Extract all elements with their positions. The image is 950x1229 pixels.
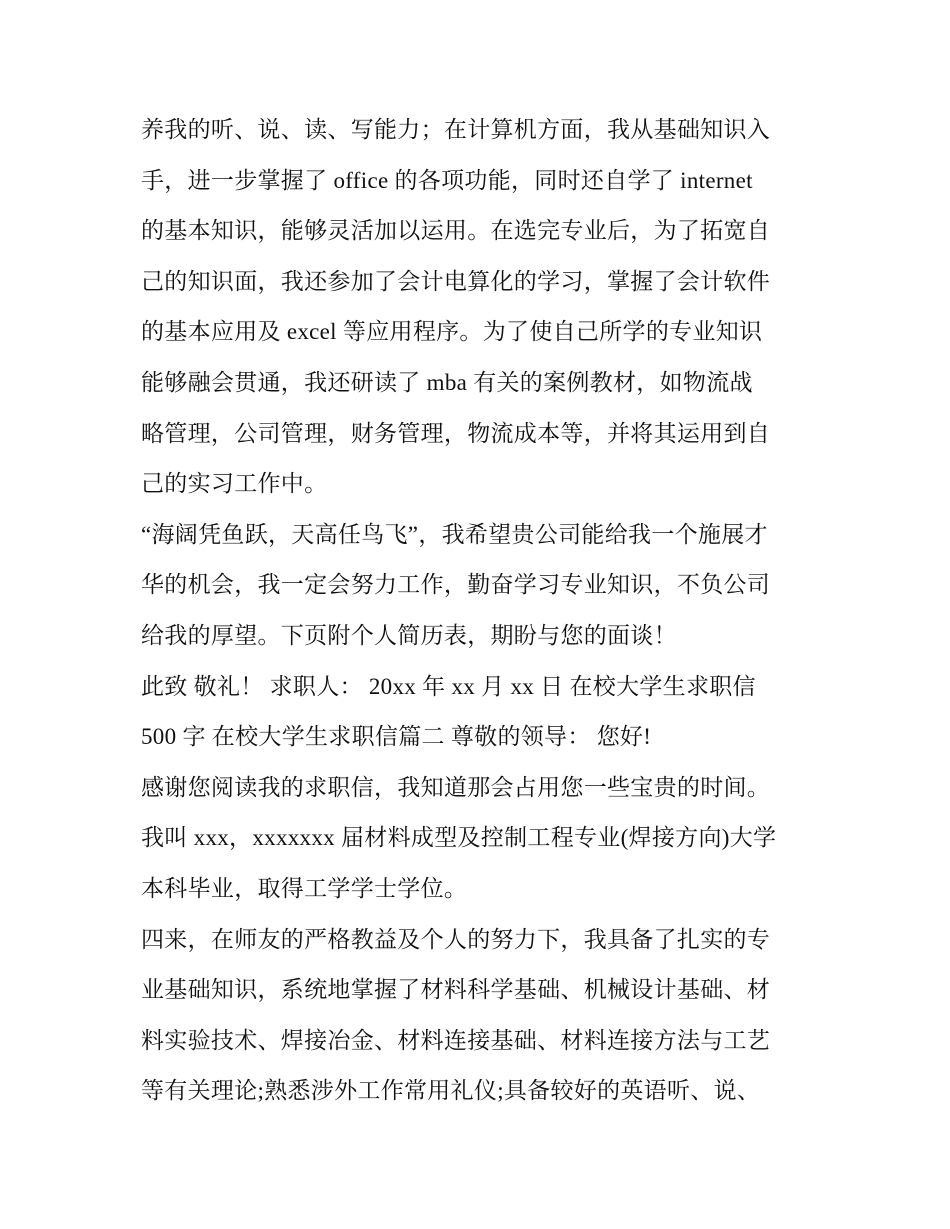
text-line: 感谢您阅读我的求职信，我知道那会占用您一些宝贵的时间。 — [141, 775, 771, 800]
text-line: 的基本应用及 excel 等应用程序。为了使自己所学的专业知识 — [141, 319, 763, 344]
text-line: 此致 敬礼！ 求职人： 20xx 年 xx 月 xx 日 在校大学生求职信 — [141, 674, 756, 699]
text-line: 等有关理论;熟悉涉外工作常用礼仪;具备较好的英语听、说、 — [141, 1078, 761, 1103]
text-line: 业基础知识，系统地掌握了材料科学基础、机械设计基础、材 — [141, 977, 771, 1002]
text-line: 我叫 xxx，xxxxxxx 届材料成型及控制工程专业(焊接方向)大学 — [141, 825, 777, 850]
text-line: 500 字 在校大学生求职信篇二 尊敬的领导： 您好! — [141, 724, 652, 749]
text-line: “海阔凭鱼跃，天高任鸟飞”，我希望贵公司能给我一个施展才 — [141, 522, 768, 547]
text-line: 手，进一步掌握了 office 的各项功能，同时还自学了 internet — [141, 168, 753, 193]
text-line: 给我的厚望。下页附个人简历表，期盼与您的面谈！ — [141, 623, 677, 648]
text-line: 略管理，公司管理，财务管理，物流成本等，并将其运用到自 — [141, 421, 771, 446]
text-line: 养我的听、说、读、写能力；在计算机方面，我从基础知识入 — [141, 117, 771, 142]
text-line: 华的机会，我一定会努力工作，勤奋学习专业知识，不负公司 — [141, 572, 771, 597]
text-line: 四来，在师友的严格教益及个人的努力下，我具备了扎实的专 — [141, 927, 771, 952]
text-line: 己的实习工作中。 — [141, 471, 328, 496]
text-line: 能够融会贯通，我还研读了 mba 有关的案例教材，如物流战 — [141, 370, 753, 395]
text-line: 的基本知识，能够灵活加以运用。在选完专业后，为了拓宽自 — [141, 218, 771, 243]
text-line: 本科毕业，取得工学学士学位。 — [141, 876, 468, 901]
text-line: 己的知识面，我还参加了会计电算化的学习，掌握了会计软件 — [141, 269, 771, 294]
text-line: 料实验技术、焊接冶金、材料连接基础、材料连接方法与工艺 — [141, 1028, 771, 1053]
